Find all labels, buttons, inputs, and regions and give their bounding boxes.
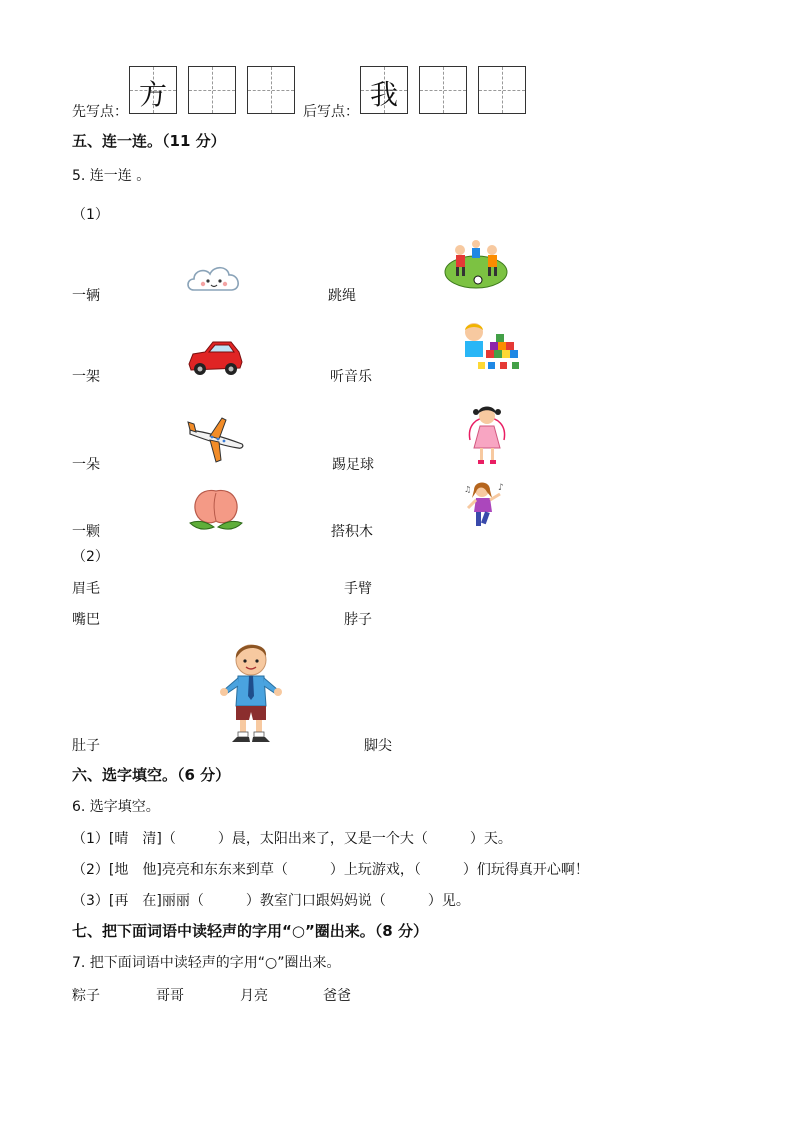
body-part-right: 脚尖: [364, 738, 392, 754]
writing-box-empty[interactable]: [478, 66, 526, 114]
svg-text:♫: ♫: [464, 485, 472, 494]
car-icon: [185, 336, 245, 378]
part2-label: （2）: [72, 549, 109, 565]
first-char: 方: [138, 78, 167, 111]
airplane-icon: [186, 414, 246, 466]
part1-label: （1）: [72, 207, 109, 223]
building-blocks-icon: [456, 320, 524, 374]
activity-word: 搭积木: [331, 524, 373, 540]
measure-word: 一颗: [72, 524, 100, 540]
body-part-right: 手臂: [344, 581, 372, 597]
later-char: 我: [369, 78, 398, 111]
boy-figure-icon: [216, 638, 286, 746]
soccer-kids-icon: [444, 238, 508, 290]
music-girl-icon: [462, 478, 510, 534]
activity-word: 听音乐: [330, 369, 372, 385]
section7-question: 7. 把下面词语中读轻声的字用“○”圈出来。: [72, 955, 341, 971]
writing-box-later-char: [360, 66, 408, 114]
measure-word: 一朵: [72, 457, 100, 473]
measure-word: 一架: [72, 369, 100, 385]
body-part-left: 嘴巴: [72, 612, 100, 628]
first-stroke-label: 先写点：: [72, 104, 128, 120]
jump-rope-girl-icon: [462, 400, 512, 468]
peach-icon: [186, 483, 246, 533]
writing-box-empty[interactable]: [247, 66, 295, 114]
writing-box-first-char: [129, 66, 177, 114]
section5-heading: 五、连一连。（11 分）: [72, 132, 226, 150]
section6-heading: 六、选字填空。（6 分）: [72, 766, 231, 784]
section5-question: 5. 连一连 。: [72, 168, 151, 184]
fill-blank-item: （2）[地 他]亮亮和东东来到草（ ）上玩游戏，（ ）们玩得真开心啊！: [72, 862, 589, 878]
section6-question: 6. 选字填空。: [72, 799, 160, 815]
later-stroke-label: 后写点：: [303, 104, 359, 120]
section7-heading: 七、把下面词语中读轻声的字用“○”圈出来。（8 分）: [72, 922, 428, 940]
neutral-tone-word[interactable]: 爸爸: [323, 988, 351, 1004]
writing-box-empty[interactable]: [419, 66, 467, 114]
neutral-tone-word[interactable]: 哥哥: [156, 988, 184, 1004]
body-part-left: 肚子: [72, 738, 100, 754]
fill-blank-item: （1）[晴 清]（ ）晨，太阳出来了，又是一个大（ ）天。: [72, 831, 512, 847]
body-part-left: 眉毛: [72, 581, 100, 597]
cloud-icon: [184, 262, 244, 296]
measure-word: 一辆: [72, 288, 100, 304]
activity-word: 踢足球: [332, 457, 374, 473]
neutral-tone-word[interactable]: 月亮: [240, 988, 268, 1004]
activity-word: 跳绳: [328, 288, 356, 304]
body-part-right: 脖子: [344, 612, 372, 628]
writing-box-empty[interactable]: [188, 66, 236, 114]
fill-blank-item: （3）[再 在]丽丽（ ）教室门口跟妈妈说（ ）见。: [72, 893, 470, 909]
svg-text:♪: ♪: [498, 483, 504, 493]
neutral-tone-word[interactable]: 粽子: [72, 988, 100, 1004]
